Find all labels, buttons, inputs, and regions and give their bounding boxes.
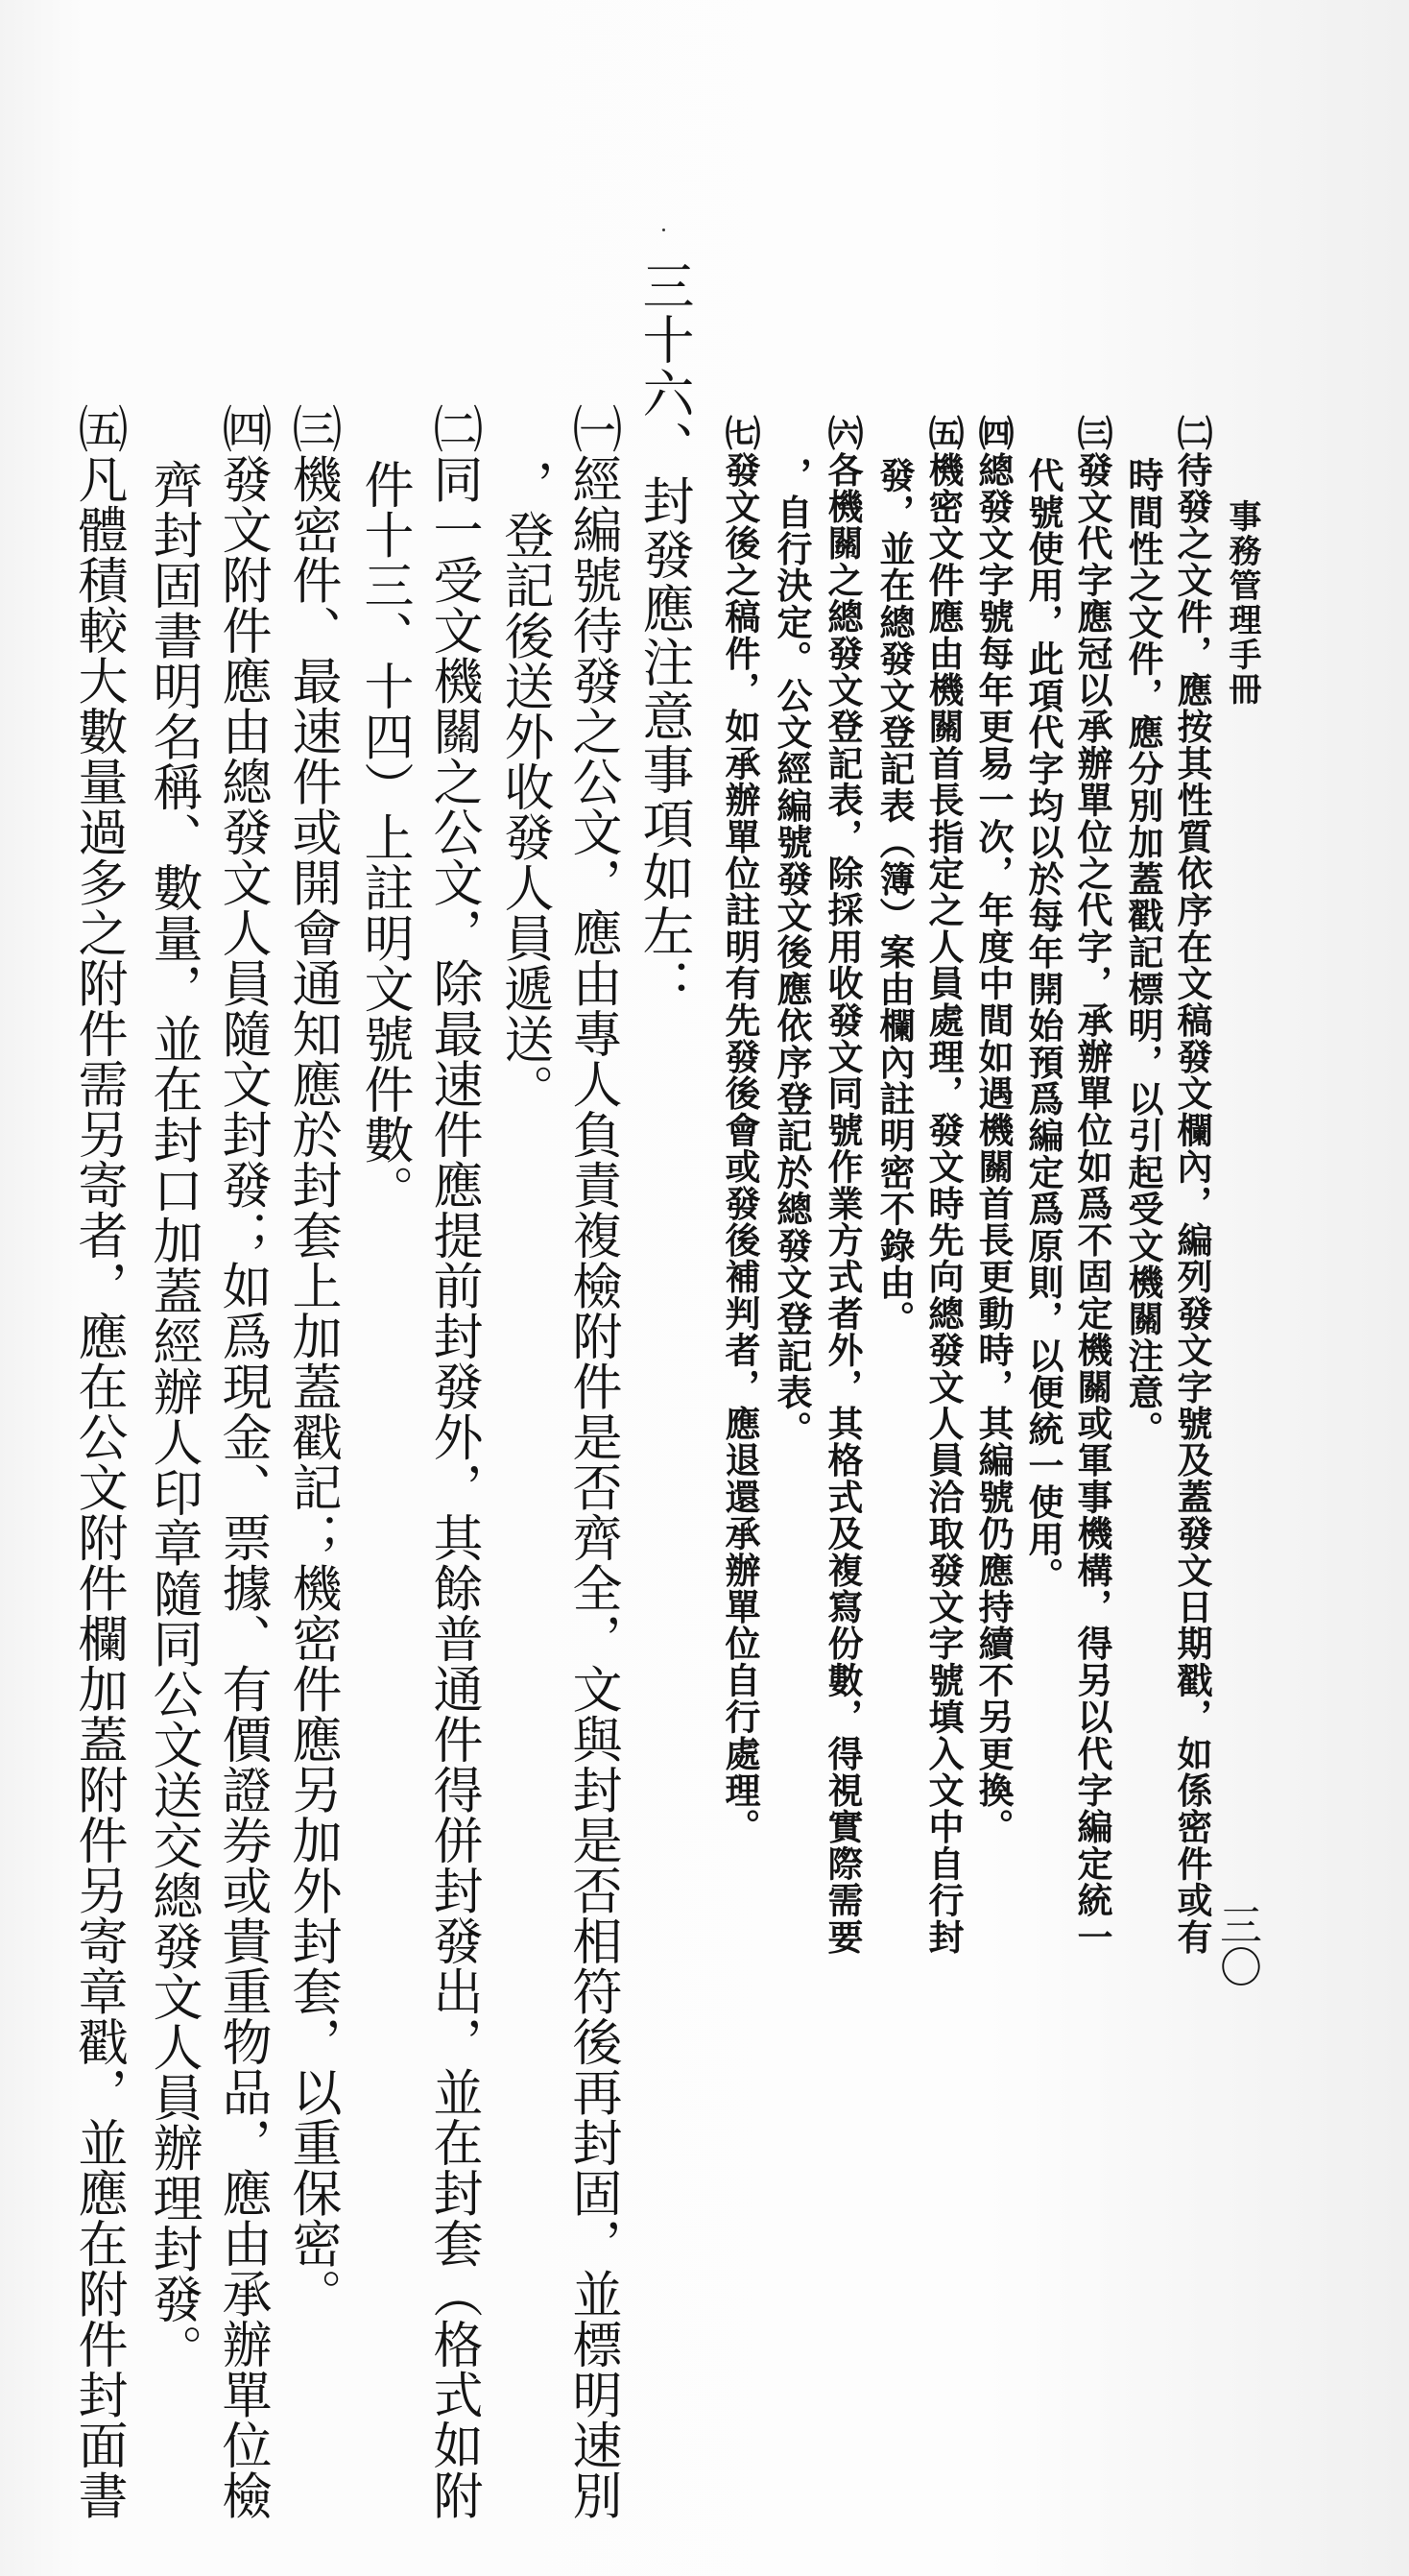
running-title: 事務管理手冊	[1223, 499, 1261, 707]
page-number: 三〇	[1212, 1903, 1261, 1987]
paragraph-line: ㈥各機關之總發文登記表，除採用收發文同號作業方式者外，其格式及複寫份數，得視實際需要	[822, 415, 864, 1956]
paragraph-line: ㈢發文代字應冠以承辦單位之代字，承辦單位如爲不固定機關或軍事機構，得另以代字編定統一	[1071, 415, 1113, 1956]
paragraph-line: ㈣總發文字號每年更易一次，年度中間如遇機關首長更動時，其編號仍應持續不另更換。	[972, 415, 1015, 1845]
paragraph-line: ㈤凡體積較大數量過多之附件需另寄者，應在公文附件欄加蓋附件另寄章戳，並應在附件封面書	[69, 403, 127, 2520]
paragraph-line: 發，並在總發文登記表（簿）案由欄內註明密不錄由。	[873, 457, 916, 1337]
paragraph-line: ㈠經編號待發之公文，應由專人負責複檢附件是否齊全，文與封是否相符後再封固，並標明速別	[563, 403, 621, 2520]
paragraph-line: ㈤機密文件應由機關首長指定之人員處理，發文時先向總發文人員洽取發文字號填入文中自行封	[922, 415, 965, 1956]
paragraph-line: ，登記後送外收發人員遞送。	[495, 459, 553, 1115]
paragraph-line: 時間性之文件，應分別加蓋戳記標明，以引起受文機關注意。	[1122, 457, 1164, 1448]
paragraph-line: 代號使用，此項代字均以於每年開始預爲編定爲原則，以便統一使用。	[1022, 457, 1064, 1595]
paragraph-line: 件十三、十四）上註明文號件數。	[355, 459, 413, 1216]
paragraph-line: ，自行決定。公文經編號發文後應依序登記於總發文登記表。	[771, 457, 813, 1448]
paragraph-line: ㈢機密件、最速件或開會通知應於封套上加蓋戳記；機密件應另加外封套，以重保密。	[283, 403, 341, 2319]
print-speck	[662, 229, 665, 231]
paragraph-line: ㈣發文附件應由總發文人員隨文封發；如爲現金、票據、有價證券或貴重物品，應由承辦單位檢	[213, 403, 271, 2520]
paragraph-line: ㈡待發之文件，應按其性質依序在文稿發文欄內，編列發文字號及蓋發文日期戳，如係密件或有	[1171, 415, 1213, 1956]
paragraph-line: ㈡同一受文機關之公文，除最速件應提前封發外，其餘普通件得併封發出，並在封套（格式如附	[424, 403, 482, 2520]
paragraph-line: ㈦發文後之稿件，如承辦單位註明有先發後會或發後補判者，應退還承辦單位自行處理。	[719, 415, 761, 1845]
section-heading: 三十六、封發應注意事項如左：	[634, 259, 695, 1012]
paragraph-line: 齊封固書明名稱、數量，並在封口加蓋經辦人印章隨同公文送交總發文人員辦理封發。	[144, 459, 202, 2374]
